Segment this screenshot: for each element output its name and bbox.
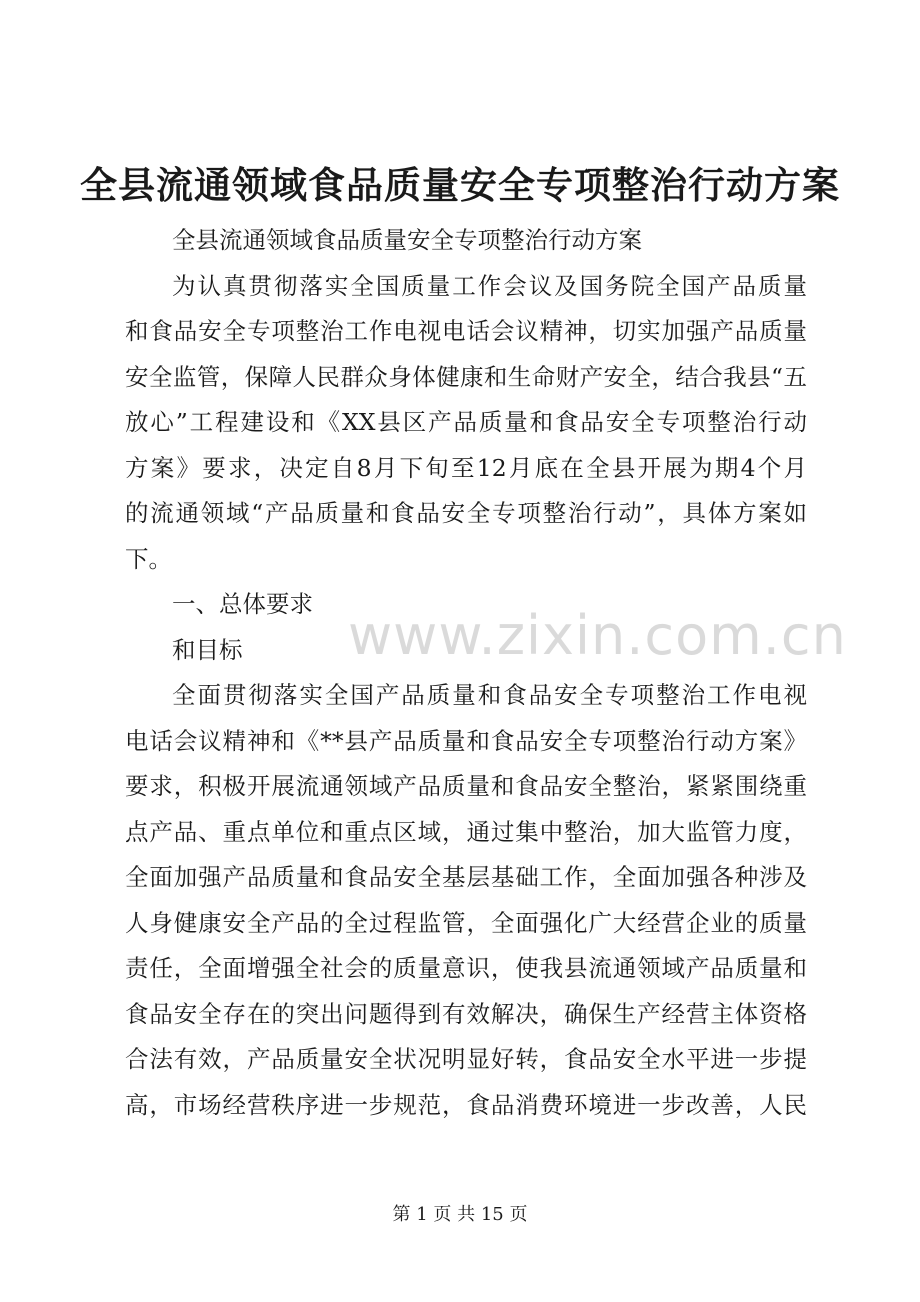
text-line: 高，市场经营秩序进一步规范，食品消费环境进一步改善，人民 (125, 1090, 807, 1119)
document-title: 全县流通领域食品质量安全专项整治行动方案 (80, 163, 840, 207)
text-line: 一、总体要求 (172, 590, 313, 618)
text-line: 合法有效，产品质量安全状况明显好转，食品安全水平进一步提 (125, 1045, 807, 1073)
text-line: 安全监管，保障人民群众身体健康和生命财产安全，结合我县“五 (125, 362, 807, 391)
text-line: 点产品、重点单位和重点区域，通过集中整治，加大监管力度， (125, 817, 807, 846)
page-footer: 第 1 页 共 15 页 (392, 1204, 528, 1225)
text-line: 电话会议精神和《**县产品质量和食品安全专项整治行动方案》 (125, 726, 807, 755)
watermark: www.zixin.com.cn (348, 604, 847, 667)
text-line: 全面加强产品质量和食品安全基层基础工作，全面加强各种涉及 (125, 863, 807, 891)
text-line: 要求，积极开展流通领域产品质量和食品安全整治，紧紧围绕重 (125, 772, 807, 800)
text-line: 全县流通领域食品质量安全专项整治行动方案 (172, 226, 642, 254)
text-line: 为认真贯彻落实全国质量工作会议及国务院全国产品质量 (172, 271, 807, 300)
text-line: 方案》要求，决定自8月下旬至12月底在全县开展为期4个月 (125, 453, 807, 482)
text-line: 食品安全存在的突出问题得到有效解决，确保生产经营主体资格 (125, 999, 807, 1028)
text-line: 放心”工程建设和《XX县区产品质量和食品安全专项整治行动 (125, 408, 807, 436)
document-body (125, 218, 807, 1128)
text-line: 和食品安全专项整治工作电视电话会议精神，切实加强产品质量 (125, 317, 807, 345)
text-line: 的流通领域“产品质量和食品安全专项整治行动”，具体方案如 (125, 499, 807, 527)
text-line: 责任，全面增强全社会的质量意识，使我县流通领域产品质量和 (125, 954, 807, 982)
text-line: 和目标 (172, 635, 243, 664)
text-line: 全面贯彻落实全国产品质量和食品安全专项整治工作电视 (172, 681, 807, 709)
text-line: 下。 (125, 544, 172, 573)
text-line: 人身健康安全产品的全过程监管，全面强化广大经营企业的质量 (125, 908, 807, 937)
